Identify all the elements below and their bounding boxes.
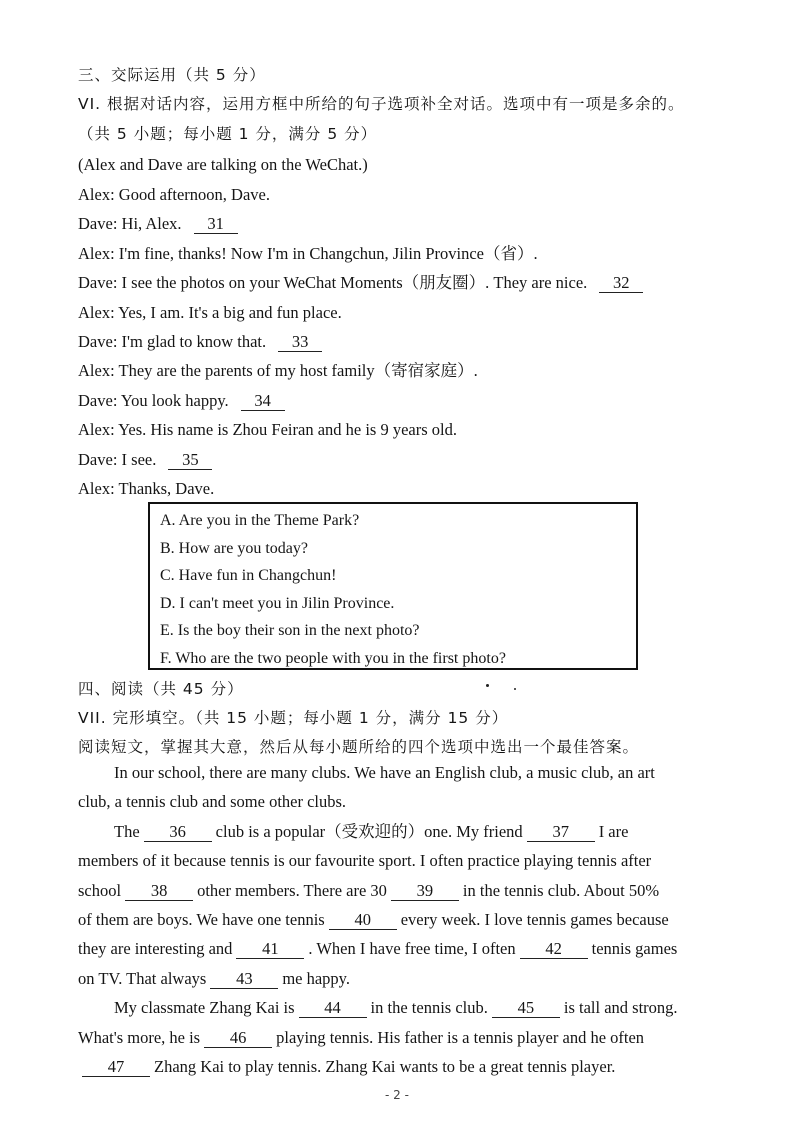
option-item: F. Who are the two people with you in the first photo? bbox=[160, 649, 506, 667]
dialogue-text: Dave: I see the photos on your WeChat Moments（朋友圈）. They are nice. bbox=[78, 273, 588, 293]
dialogue-text: Dave: You look happy. bbox=[78, 390, 229, 410]
cloze-blank[interactable]: 44 bbox=[299, 999, 367, 1018]
passage-text: tennis games bbox=[591, 939, 678, 959]
passage-line bbox=[78, 880, 659, 902]
passage-text: me happy. bbox=[282, 968, 350, 988]
passage-text: in the tennis club. About 50% bbox=[462, 880, 660, 900]
passage-text: The bbox=[114, 821, 140, 841]
passage-line bbox=[78, 938, 677, 960]
dialogue-line bbox=[78, 390, 289, 412]
cloze-blank[interactable]: 40 bbox=[329, 911, 397, 930]
cloze-blank[interactable]: 43 bbox=[210, 970, 278, 989]
passage-text: is tall and strong. bbox=[563, 998, 678, 1018]
dialogue-text: Dave: I'm glad to know that. bbox=[78, 332, 267, 351]
passage-text: playing tennis. His father is a tennis player and he often bbox=[276, 1027, 645, 1047]
passage-line bbox=[78, 850, 651, 872]
question-6-score: （共 5 小题；每小题 1 分，满分 5 分） bbox=[78, 125, 378, 143]
answer-blank[interactable]: 33 bbox=[278, 333, 322, 352]
cloze-blank[interactable]: 36 bbox=[144, 823, 212, 842]
passage-text: club is a popular（受欢迎的）one. My friend bbox=[215, 821, 523, 841]
dialogue-text: Alex: Yes, I am. It's a big and fun place. bbox=[78, 302, 342, 322]
answer-blank[interactable]: 32 bbox=[599, 274, 643, 293]
dialogue-line bbox=[78, 184, 270, 206]
dialogue-text: Alex: Good afternoon, Dave. bbox=[78, 185, 270, 204]
dialogue-line bbox=[78, 331, 326, 353]
option-item: B. How are you today? bbox=[160, 539, 308, 557]
passage-text: I are bbox=[598, 821, 629, 841]
cloze-blank[interactable]: 37 bbox=[527, 823, 595, 842]
options-box bbox=[148, 502, 638, 670]
passage-text: every week. I love tennis games because bbox=[400, 910, 669, 929]
passage-line bbox=[78, 1056, 615, 1078]
passage-text: What's more, he is bbox=[78, 1027, 201, 1047]
passage-text: of them are boys. We have one tennis bbox=[78, 910, 325, 929]
passage-text: on TV. That always bbox=[78, 968, 207, 988]
question-6-title: VI. 根据对话内容，运用方框中所给的句子选项补全对话。选项中有一项是多余的。 bbox=[78, 95, 685, 113]
cloze-blank[interactable]: 47 bbox=[82, 1058, 150, 1077]
scan-speck bbox=[486, 684, 489, 687]
answer-blank[interactable]: 35 bbox=[168, 451, 212, 470]
passage-text: In our school, there are many clubs. We have an English club, a music club, an art bbox=[114, 763, 655, 782]
option-item: C. Have fun in Changchun! bbox=[160, 567, 337, 584]
passage-line bbox=[114, 762, 655, 784]
dialogue-line bbox=[78, 478, 214, 500]
cloze-blank[interactable]: 45 bbox=[492, 999, 560, 1018]
passage-text: in the tennis club. bbox=[370, 998, 488, 1018]
dialogue-line bbox=[78, 419, 457, 441]
dialogue-text: Dave: I see. bbox=[78, 449, 157, 469]
passage-line bbox=[114, 997, 678, 1019]
cloze-blank[interactable]: 38 bbox=[125, 882, 193, 901]
dialogue-text: Dave: Hi, Alex. bbox=[78, 214, 182, 234]
dialogue-line bbox=[78, 272, 647, 294]
dialogue-line bbox=[78, 243, 538, 265]
passage-text: they are interesting and bbox=[78, 939, 233, 959]
dialogue-context: (Alex and Dave are talking on the WeChat.) bbox=[78, 155, 368, 174]
cloze-blank[interactable]: 42 bbox=[520, 940, 588, 959]
section-heading-3: 三、交际运用（共 5 分） bbox=[78, 66, 266, 84]
passage-line bbox=[78, 968, 350, 990]
dialogue-line bbox=[78, 302, 342, 324]
dialogue-line bbox=[78, 213, 242, 235]
question-7-title: VII. 完形填空。（共 15 小题；每小题 1 分，满分 15 分） bbox=[78, 709, 509, 727]
dialogue-line bbox=[78, 360, 478, 382]
dialogue-text: Alex: Thanks, Dave. bbox=[78, 479, 215, 498]
dialogue-line bbox=[78, 449, 216, 471]
passage-line bbox=[78, 909, 669, 931]
passage-text: members of it because tennis is our favourite sport. I often practice playing tennis after bbox=[78, 851, 652, 871]
passage-line bbox=[114, 821, 628, 843]
passage-text: club, a tennis club and some other clubs. bbox=[78, 792, 347, 812]
passage-line bbox=[78, 1027, 644, 1049]
passage-text: My classmate Zhang Kai is bbox=[114, 998, 295, 1018]
cloze-blank[interactable]: 39 bbox=[391, 882, 459, 901]
page-number: - 2 - bbox=[385, 1088, 409, 1102]
answer-blank[interactable]: 34 bbox=[241, 392, 285, 411]
passage-text: . When I have free time, I often bbox=[308, 939, 516, 959]
cloze-blank[interactable]: 46 bbox=[204, 1029, 272, 1048]
passage-text: school bbox=[78, 880, 122, 900]
dialogue-text: Alex: Yes. His name is Zhou Feiran and he is 9 years old. bbox=[78, 420, 457, 440]
option-item: E. Is the boy their son in the next photo? bbox=[160, 622, 420, 639]
section-heading-4: 四、阅读（共 45 分） bbox=[78, 680, 244, 698]
dialogue-text: Alex: They are the parents of my host family（寄宿家庭）. bbox=[78, 361, 478, 381]
passage-line bbox=[78, 791, 346, 813]
passage-text: Zhang Kai to play tennis. Zhang Kai wants to be a great tennis player. bbox=[154, 1057, 616, 1076]
instruction: 阅读短文，掌握其大意，然后从每小题所给的四个选项中选出一个最佳答案。 bbox=[78, 738, 640, 756]
scan-speck bbox=[514, 688, 516, 690]
passage-text: other members. There are 30 bbox=[197, 880, 387, 900]
cloze-blank[interactable]: 41 bbox=[236, 940, 304, 959]
dialogue-text: Alex: I'm fine, thanks! Now I'm in Changchun, Jilin Province（省）. bbox=[78, 243, 538, 263]
option-item: A. Are you in the Theme Park? bbox=[160, 512, 360, 529]
answer-blank[interactable]: 31 bbox=[194, 215, 238, 234]
option-item: D. I can't meet you in Jilin Province. bbox=[160, 594, 395, 612]
